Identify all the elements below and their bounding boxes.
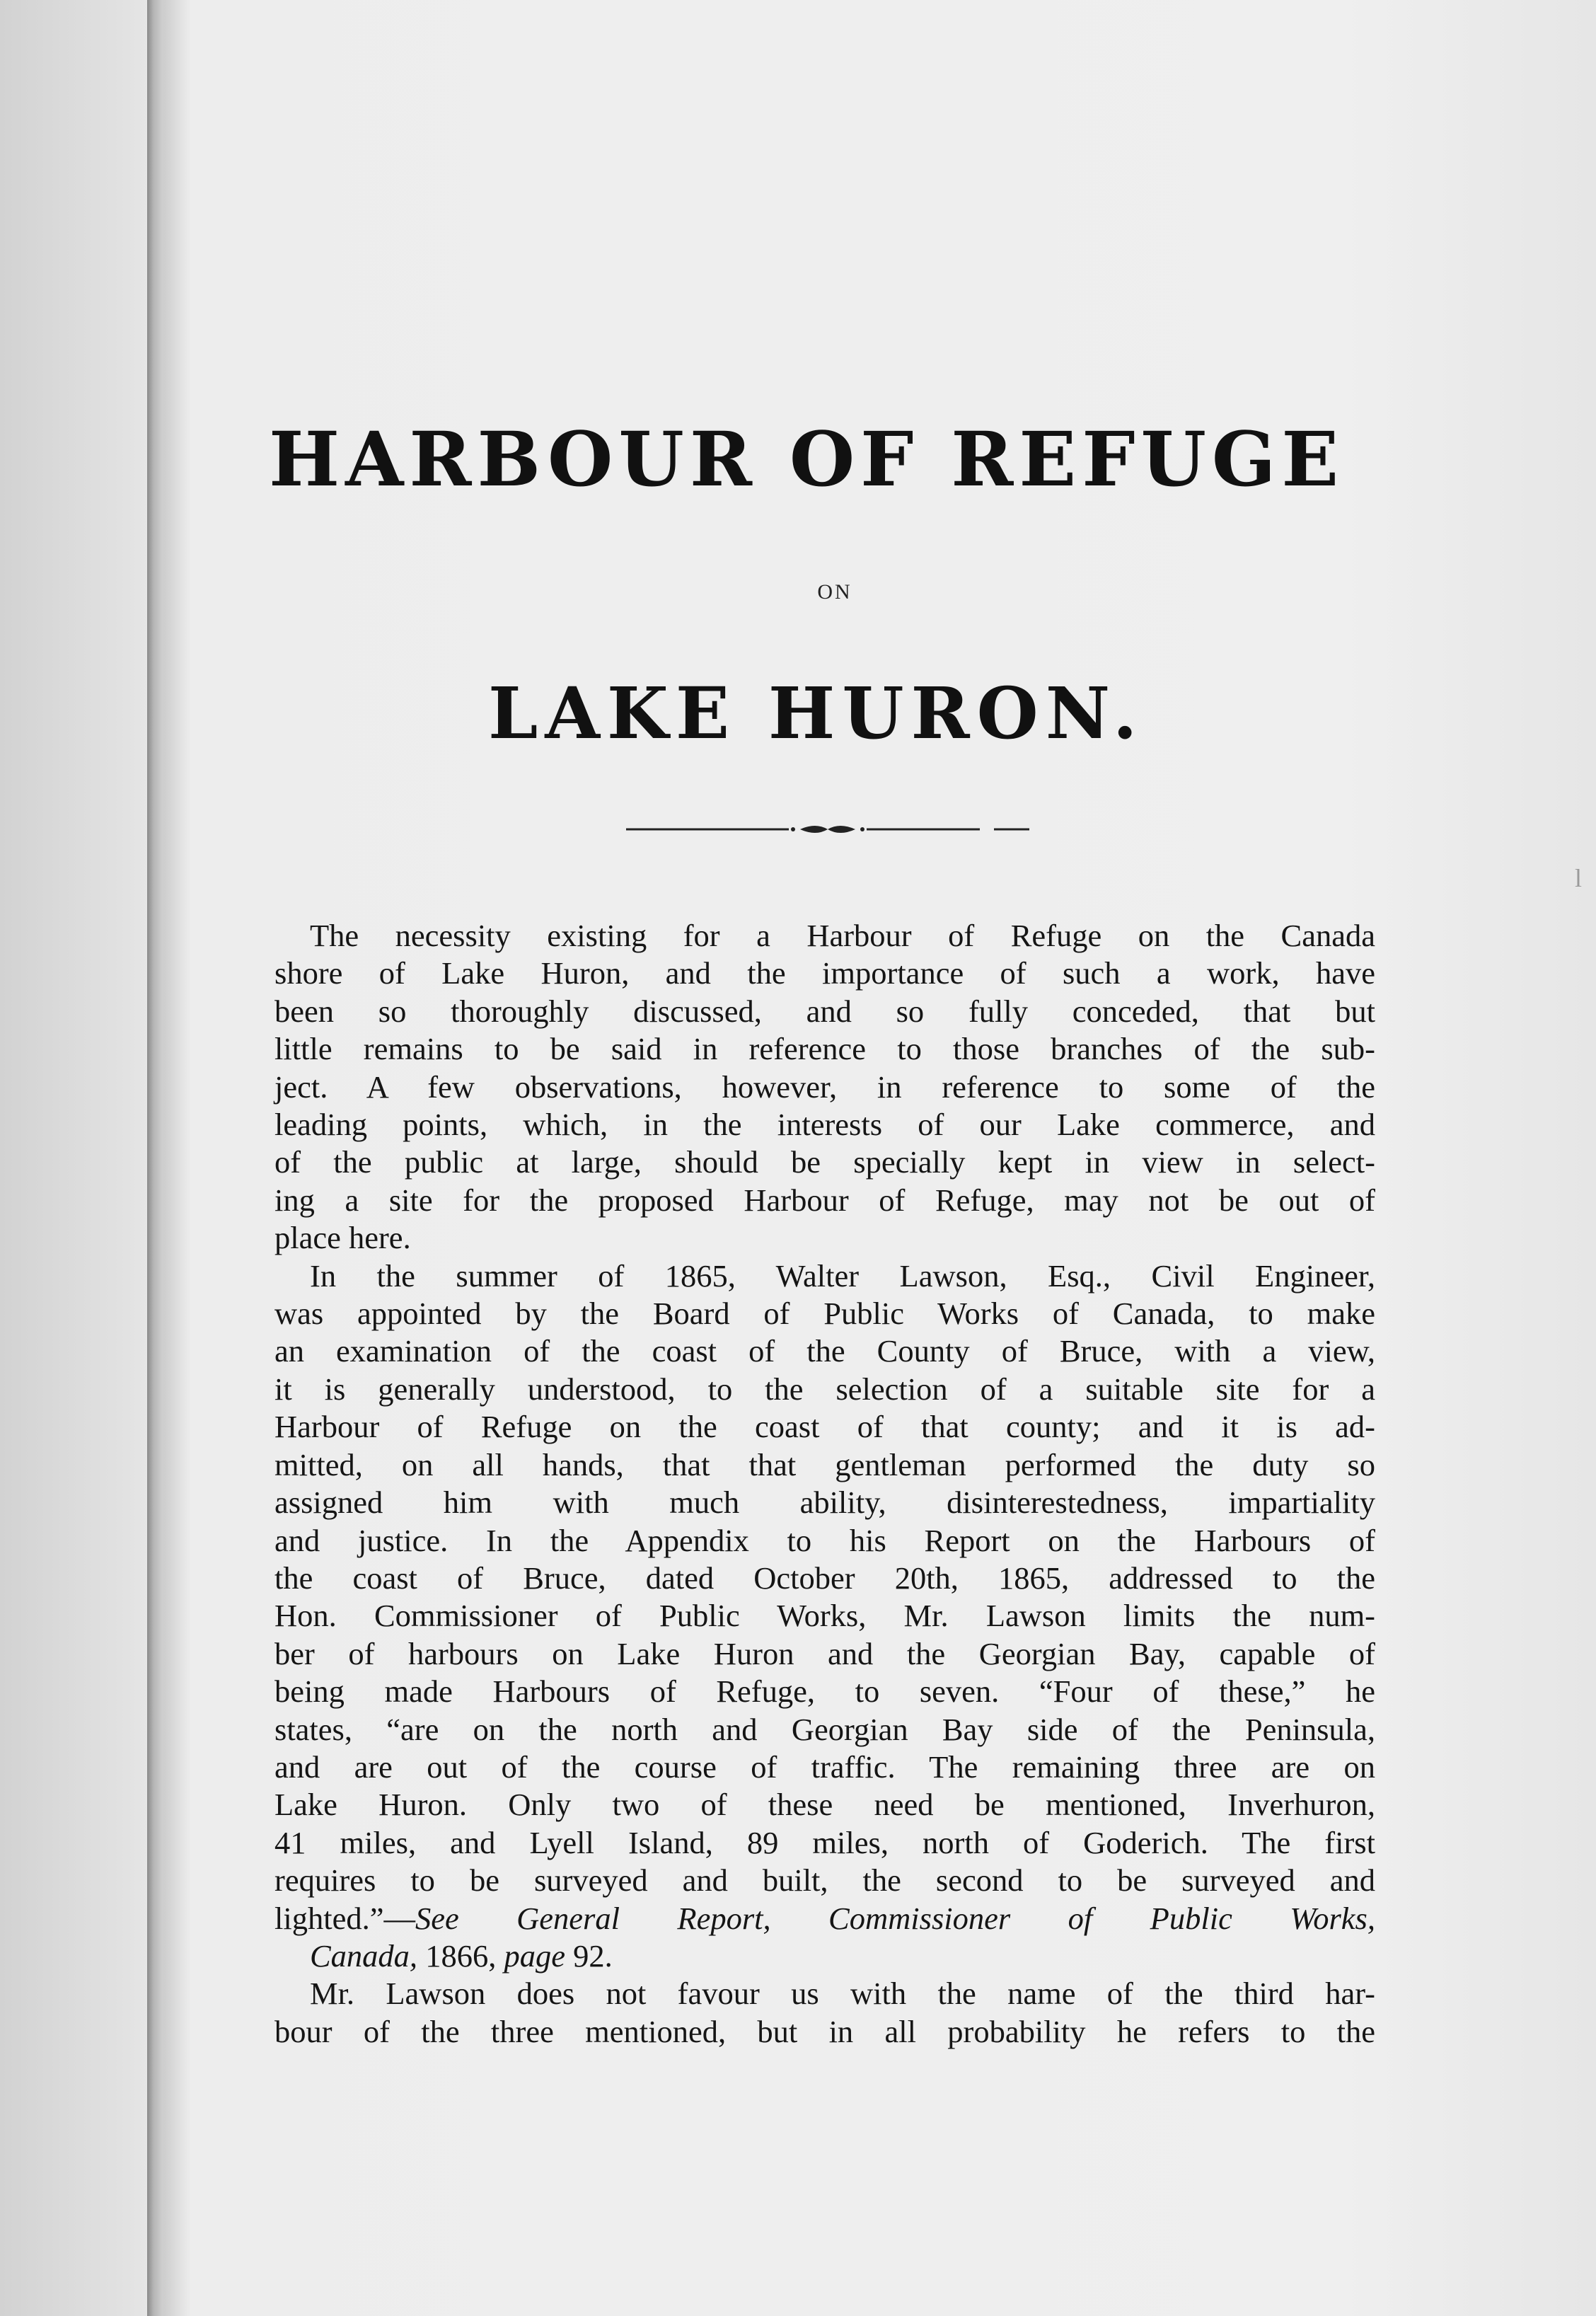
text-line: the coast of Bruce, dated October 20th, 1865, addressed to the [274,1560,1375,1596]
citation-line [274,1900,1375,1937]
paragraph-1 [274,917,1375,1257]
text-line: Hon. Commissioner of Public Works, Mr. Lawson limits the num- [274,1598,1375,1634]
text-line: been so thoroughly discussed, and so fully conceded, that but [274,993,1375,1029]
text-line: requires to be surveyed and built, the second to be surveyed and [274,1862,1375,1899]
text-line: and justice. In the Appendix to his Report on the Harbours of [274,1522,1375,1558]
text-line: place here. [274,1220,411,1256]
title-connector: ON [817,580,852,604]
page-subtitle: LAKE HURON. [488,672,1145,755]
text-line: little remains to be said in reference to those branches of the sub- [274,1031,1375,1067]
citation-year: 1866, [417,1937,504,1974]
text-line: and are out of the course of traffic. The remaining three are on [274,1748,1375,1785]
text-line: leading points, which, in the interests of our Lake commerce, and [274,1107,1375,1143]
text-line: ber of harbours on Lake Huron and the Georgian Bay, capable of [274,1635,1375,1671]
text-line: ject. A few observations, however, in reference to some of the [274,1068,1375,1105]
ornamental-rule [626,821,1029,838]
text-line: mitted, on all hands, that that gentleman performed the duty so [274,1446,1375,1482]
citation-page-word: page [504,1937,565,1974]
citation-italic: See General Report, Commissioner of Public Works, [415,1900,1375,1936]
text-line: being made Harbours of Refuge, to seven. “Four of these,” he [274,1673,1375,1710]
text-line: In the summer of 1865, Walter Lawson, Esq., Civil Engineer, [310,1257,1375,1294]
text-line: The necessity existing for a Harbour of Refuge on the Canada [310,918,1375,953]
text-line: of the public at large, should be specially kept in view in select- [274,1144,1375,1180]
text-line: Harbour of Refuge on the coast of that county; and it is ad- [274,1409,1375,1445]
binding-gutter [147,0,163,2316]
citation-page-number: 92. [565,1937,613,1974]
text-line: Mr. Lawson does not favour us with the name of the third har- [310,1976,1375,2012]
text-line: shore of Lake Huron, and the importance of such a work, have [274,955,1375,991]
text-line: it is generally understood, to the selection of a suitable site for a [274,1371,1375,1407]
text-line: an examination of the coast of the County of Bruce, with a view, [274,1333,1375,1369]
body-text [274,917,1375,2051]
citation-line-end [274,1937,1375,1975]
margin-fragment: l [1575,864,1583,892]
text-line: 41 miles, and Lyell Island, 89 miles, north of Goderich. The first [274,1824,1375,1860]
text-line: states, “are on the north and Georgian Bay side of the Peninsula, [274,1711,1375,1747]
citation-prefix: lighted.”— [274,1900,415,1936]
text-line: Lake Huron. Only two of these need be mentioned, Inverhuron, [274,1787,1375,1823]
gutter-shadow [163,0,191,2316]
text-line: was appointed by the Board of Public Works of Canada, to make [274,1296,1375,1332]
paragraph-2 [274,1257,1375,1976]
page-title: HARBOUR OF REFUGE [269,415,1345,503]
paragraph-3 [274,1975,1375,2051]
citation-italic-canada: Canada, [310,1937,418,1974]
text-line: ing a site for the proposed Harbour of Refuge, may not be out of [274,1182,1375,1218]
text-line: assigned him with much ability, disinterestedness, impartiality [274,1485,1375,1521]
text-line: bour of the three mentioned, but in all probability he refers to the [274,2013,1375,2049]
